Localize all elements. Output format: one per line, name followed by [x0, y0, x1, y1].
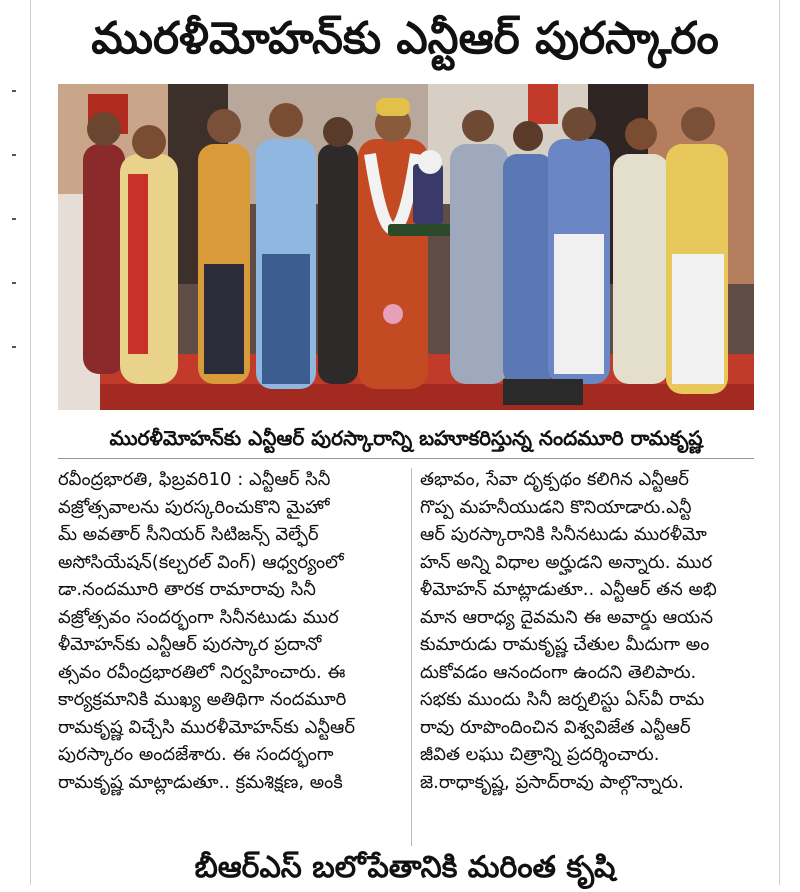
article-line: అసోసియేషన్(కల్చరల్ వింగ్) ఆధ్వర్యంలో [58, 551, 344, 573]
article-line: జె.రాధాకృష్ణ, ప్రసాద్‌రావు పాల్గొన్నారు. [420, 771, 684, 793]
article-line: పురస్కారం అందజేశారు. ఈ సందర్భంగా [58, 744, 334, 765]
margin-ticks [12, 90, 18, 390]
article-line: కార్యక్రమానికి ముఖ్య అతిథిగా నందమూరి [58, 689, 347, 710]
article-line: ఆర్ పురస్కారానికి సినీనటుడు మురళీమో [420, 524, 707, 545]
article-line: మ్ అవతార్ సీనియర్ సిటిజన్స్ వెల్ఫేర్ [58, 524, 319, 545]
article-line: దుకోవడం ఆనందంగా ఉందని తెలిపారు. [420, 661, 697, 683]
article-line: ళీమోహన్‌కు ఎన్టీఆర్ పురస్కార ప్రదానో [58, 634, 322, 655]
article-line: తభావం, సేవా దృక్పథం కలిగిన ఎన్టీఆర్ [420, 469, 689, 490]
article-headline: మురళీమోహన్‌కు ఎన్టీఆర్ పురస్కారం [91, 13, 719, 64]
article-line: రవీంద్రభారతి, ఫిబ్రవరి10 : ఎన్టీఆర్ సినీ [58, 469, 331, 490]
article-line: ళీమోహన్ మాట్లాడుతూ.. ఎన్టీఆర్ తన అభి [420, 579, 717, 600]
article-line: గొప్ప మహనీయుడని కొనియాడారు.ఎన్టీ [420, 496, 692, 518]
next-article-headline: బీఆర్‌ఎస్ బలోపేతానికి మరింత కృషి [194, 850, 616, 885]
event-photo-illustration [58, 84, 754, 410]
article-line: రామకృష్ణ మాట్లాడుతూ.. క్రమశిక్షణ, అంకి [58, 771, 343, 793]
article-line: మాన ఆరాధ్య దైవమని ఈ అవార్డు ఆయన [420, 606, 713, 628]
article-line: డా.నందమూరి తారక రామారావు సినీ [58, 579, 316, 600]
article-line: జీవిత లఘు చిత్రాన్ని ప్రదర్శించారు. [420, 744, 660, 765]
event-photo [58, 84, 754, 410]
page-margin-rule [779, 0, 780, 885]
caption-divider [58, 458, 754, 459]
article-line: సభకు ముందు సినీ జర్నలిస్టు ఏస్‌వీ రామ [420, 689, 705, 710]
article-line: వజ్రోత్సవం సందర్భంగా సినీనటుడు ముర [58, 606, 339, 628]
photo-caption: మురళీమోహన్‌కు ఎన్టీఆర్ పురస్కారాన్ని బహూకరిస్తున్న నందమూరి రామకృష్ణ [109, 425, 703, 450]
article-line: వజ్రోత్సవాలను పురస్కరించుకొని మైహో [58, 496, 330, 518]
article-column-right [420, 466, 756, 796]
article-line: త్సవం రవీంద్రభారతిలో నిర్వహించారు. ఈ [58, 661, 346, 683]
article-line: రామకృష్ణ విచ్చేసి మురళీమోహన్‌కు ఎన్టీఆర్ [58, 716, 356, 738]
article-line: కుమారుడు రామకృష్ణ చేతుల మీదుగా అం [420, 634, 710, 655]
page-margin-rule [30, 0, 31, 885]
article-column-left [58, 466, 404, 796]
column-divider [411, 468, 412, 846]
article-line: రావు రూపొందించిన విశ్వవిజేత ఎన్టీఆర్ [420, 716, 691, 738]
article-line: హన్ అన్ని విధాల అర్హుడని అన్నారు. ముర [420, 551, 713, 573]
